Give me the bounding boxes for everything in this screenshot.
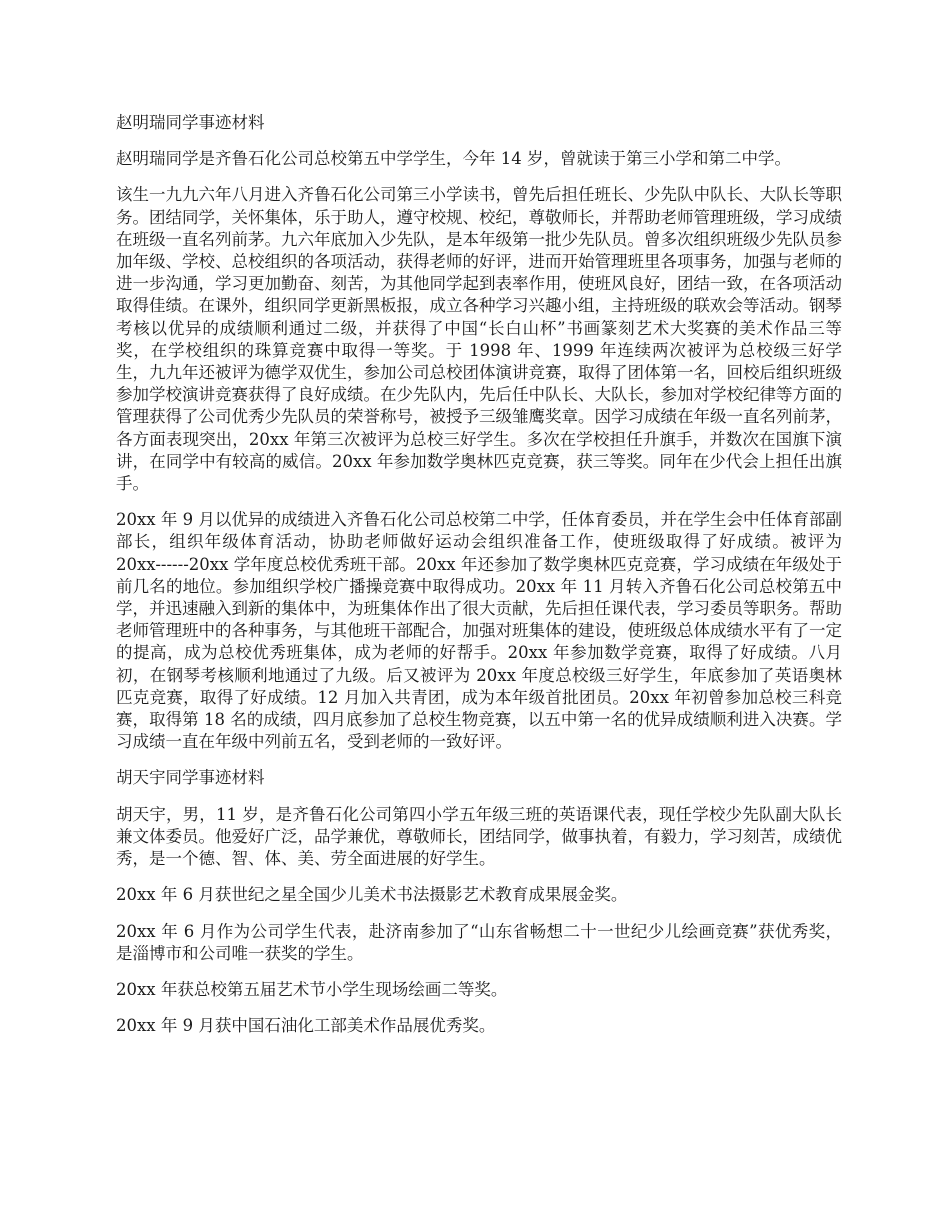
section-title-hu: 胡天宇同学事迹材料 bbox=[116, 768, 265, 788]
paragraph-hu-intro: 胡天宇，男，11 岁，是齐鲁石化公司第四小学五年级三班的英语课代表，现任学校少先队副大队长兼文体委员。他爱好广泛，品学兼优，尊敬师长，团结同学，做事执着，有毅力，学习刻苦，成绩优秀，是一个德、智、体、美、劳全面进展的好学生。 bbox=[116, 804, 842, 869]
section-title-zhao: 赵明瑞同学事迹材料 bbox=[116, 113, 265, 132]
paragraph-hu-award-1: 20xx 年 6 月获世纪之星全国少儿美术书法摄影艺术教育成果展金奖。 bbox=[116, 885, 628, 905]
paragraph-hu-award-3: 20xx 年获总校第五届艺术节小学生现场绘画二等奖。 bbox=[116, 979, 508, 999]
paragraph-hu-award-4: 20xx 年 9 月获中国石油化工部美术作品展优秀奖。 bbox=[116, 1016, 496, 1036]
paragraph-zhao-primary-school: 该生一九九六年八月进入齐鲁石化公司第三小学读书，曾先后担任班长、少先队中队长、大队长等职务。团结同学，关怀集体，乐于助人，遵守校规、校纪，尊敬师长，并帮助老师管理班级，学习成绩在班级一直名列前茅。九六年底加入少先队，是本年级第一批少先队员。曾多次组织班级少先队员参加年级、学校、总校组织的各项活动，获得老师的好评，进而开始管理班里各项事务，加强与老师的进一步沟通，学习更加勤奋、刻苦，为其他同学起到表率作用，使班风良好，团结一致，在各项活动取得佳绩。在课外，组织同学更新黑板报，成立各种学习兴趣小组，主持班级的联欢会等活动。钢琴考核以优异的成绩顺利通过二级，并获得了中国“长白山杯”书画篆刻艺术大奖赛的美术作品三等奖，在学校组织的珠算竞赛中取得一等奖。于 1998 年、1999 年连续两次被评为总校级三好学生，九九年还被评为德学双优生，参加公司总校团体演讲竞赛，取得了团体第一名，回校后组织班级参加学校演讲竞赛获得了良好成绩。在少先队内，先后任中队长、大队长，参加对学校纪律等方面的管理获得了公司优秀少先队员的荣誉称号，被授予三级雏鹰奖章。因学习成绩在年级一直名列前茅，各方面表现突出，20xx 年第三次被评为总校三好学生。多次在学校担任升旗手，并数次在国旗下演讲，在同学中有较高的威信。20xx 年参加数学奥林匹克竞赛，获三等奖。同年在少代会上担任出旗手。 bbox=[116, 185, 842, 494]
paragraph-zhao-intro: 赵明瑞同学是齐鲁石化公司总校第五中学学生，今年 14 岁，曾就读于第三小学和第二中学。 bbox=[116, 149, 791, 169]
paragraph-zhao-middle-school: 20xx 年 9 月以优异的成绩进入齐鲁石化公司总校第二中学，任体育委员，并在学生会中任体育部副部长，组织年级体育活动，协助老师做好运动会组织准备工作，使班级取得了好成绩。被评为 20xx------20xx 学年度总校优秀班干部。20xx 年还参加了数学奥林匹克竞赛，学习成绩在年级处于前几名的地位。参加组织学校广播操竞赛中取得成功。20xx 年 11 月转入齐鲁石化公司总校第五中学，并迅速融入到新的集体中，为班集体作出了很大贡献，先后担任课代表，学习委员等职务。帮助老师管理班中的各种事务，与其他班干部配合，加强对班集体的建设，使班级总体成绩水平有了一定的提高，成为总校优秀班集体，成为老师的好帮手。20xx 年参加数学竞赛，取得了好成绩。八月初，在钢琴考核顺利地通过了九级。后又被评为 20xx 年度总校级三好学生，年底参加了英语奥林匹克竞赛，取得了好成绩。12 月加入共青团，成为本年级首批团员。20xx 年初曾参加总校三科竞赛，取得第 18 名的成绩，四月底参加了总校生物竞赛，以五中第一名的优异成绩顺利进入决赛。学习成绩一直在年级中列前五名，受到老师的一致好评。 bbox=[116, 510, 842, 752]
document-body bbox=[116, 112, 842, 1051]
paragraph-hu-award-2: 20xx 年 6 月作为公司学生代表，赴济南参加了“山东省畅想二十一世纪少儿绘画竞赛”获优秀奖，是淄博市和公司唯一获奖的学生。 bbox=[116, 921, 842, 963]
